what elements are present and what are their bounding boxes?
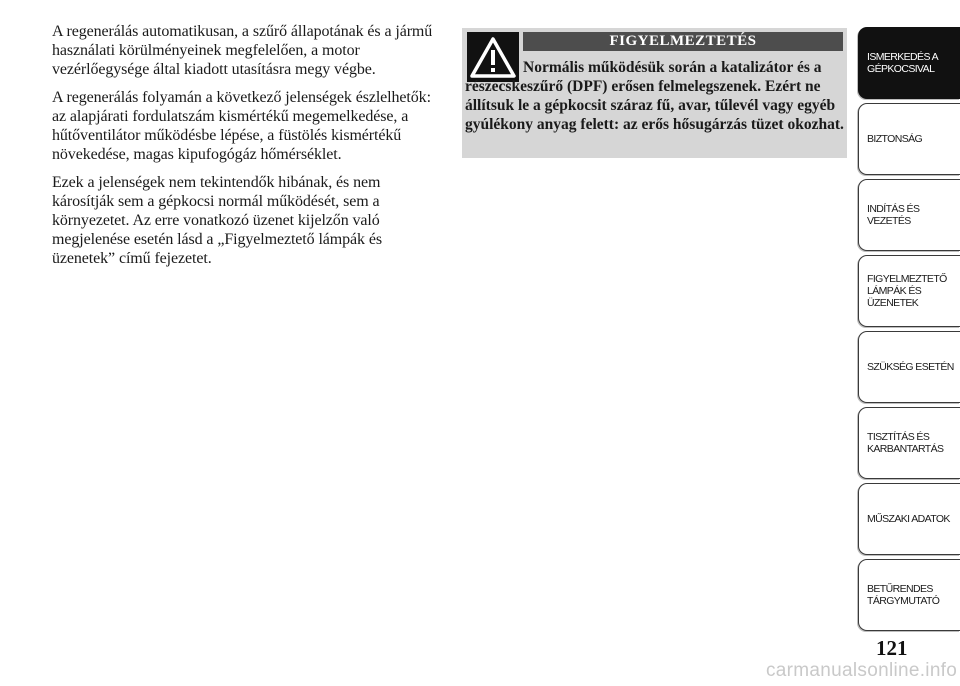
tab-label: FIGYELMEZTETŐ LÁMPÁK ÉS ÜZENETEK	[867, 273, 947, 309]
page-number: 121	[876, 636, 908, 660]
warning-text	[465, 58, 844, 134]
chapter-tabs	[858, 27, 960, 635]
warning-text-content: Normális működésük során a katalizátor és a részecskeszűrő (DPF) erősen felmelegszenek. Ezért ne állítsuk le a gépkocsit száraz fű, avar, tűlevél vagy egyéb gyúlékony anyag felett: az erős hősugárzás tüzet okozhat.	[465, 59, 844, 133]
warning-box	[462, 28, 847, 158]
body-text-column	[52, 22, 444, 277]
tab-label: BIZTONSÁG	[867, 133, 923, 145]
tab-label: TISZTÍTÁS ÉS KARBANTARTÁS	[867, 431, 944, 455]
tab-figyelmezteto-lampak[interactable]	[858, 255, 960, 327]
tab-label: BETŰRENDES TÁRGYMUTATÓ	[867, 583, 940, 607]
tab-label: MŰSZAKI ADATOK	[867, 513, 950, 525]
paragraph-1: A regenerálás automatikusan, a szűrő állapotának és a jármű használati körülményeinek megfelelően, a motor vezérlőegysége által kiadott utasításra megy végbe.	[52, 23, 433, 78]
tab-tisztitas-es-karbantartas[interactable]	[858, 407, 960, 479]
tab-muszaki-adatok[interactable]	[858, 483, 960, 555]
tab-ismerkedes[interactable]	[858, 27, 960, 99]
watermark-text: carmanualsonline.info	[766, 660, 958, 681]
tab-label: SZÜKSÉG ESETÉN	[867, 361, 954, 373]
tab-szukseg-eseten[interactable]	[858, 331, 960, 403]
tab-betrendes-targymutato[interactable]	[858, 559, 960, 631]
tab-biztonsag[interactable]	[858, 103, 960, 175]
warning-title: FIGYELMEZTETÉS	[523, 32, 843, 51]
tab-inditas-es-vezetes[interactable]	[858, 179, 960, 251]
tab-label: ISMERKEDÉS A GÉPKOCSIVAL	[867, 51, 938, 75]
paragraph-2: A regenerálás folyamán a következő jelenségek észlelhetők: az alapjárati fordulatszám kismértékű megemelkedése, a hűtőventilátor működésbe lépése, a füstölés kismértékű növekedése, magas kipufogógáz hőmérséklet.	[52, 89, 431, 163]
tab-label: INDÍTÁS ÉS VEZETÉS	[867, 203, 920, 227]
paragraph-3: Ezek a jelenségek nem tekintendők hibának, és nem károsítják sem a gépkocsi normál működését, sem a környezetet. Az erre vonatkozó üzenet kijelzőn való megjelenése esetén lásd a „Figyelmeztető lámpák és üzenetek” című fejezetet.	[52, 174, 382, 267]
